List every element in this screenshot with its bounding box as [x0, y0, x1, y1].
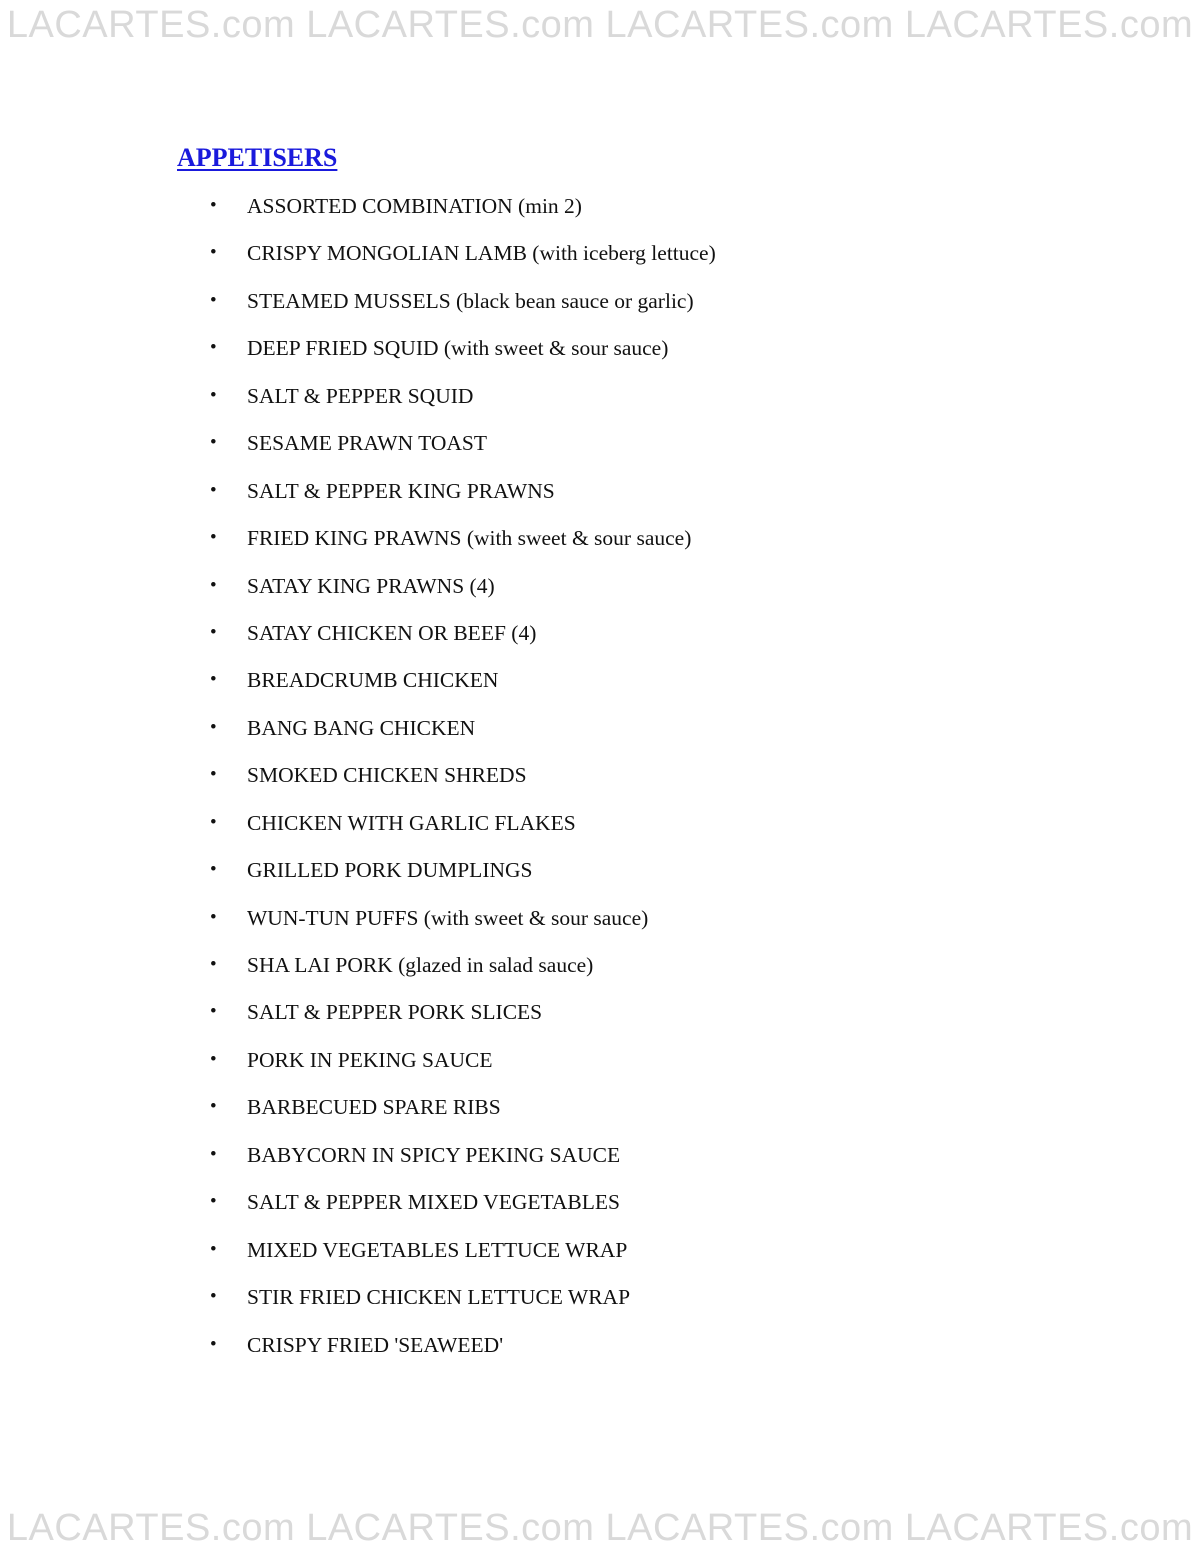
section-title: APPETISERS [177, 143, 338, 172]
menu-item-label: SALT & PEPPER KING PRAWNS [247, 478, 555, 503]
menu-item-label: CRISPY MONGOLIAN LAMB (with iceberg lettuce) [247, 241, 716, 266]
bullet-icon: • [210, 1191, 217, 1213]
menu-item-label: FRIED KING PRAWNS (with sweet & sour sauce) [247, 526, 692, 551]
menu-section-appetisers [177, 140, 1077, 1357]
bullet-icon: • [210, 384, 217, 406]
bullet-icon: • [210, 527, 217, 549]
menu-item-label: SESAME PRAWN TOAST [247, 431, 487, 456]
bullet-icon: • [210, 1096, 217, 1118]
menu-item-label: CHICKEN WITH GARLIC FLAKES [247, 810, 576, 835]
menu-item-label: SALT & PEPPER PORK SLICES [247, 1000, 543, 1025]
bullet-icon: • [210, 337, 217, 359]
menu-item-label: BABYCORN IN SPICY PEKING SAUCE [247, 1142, 621, 1167]
watermark-top: LACARTES.com LACARTES.com LACARTES.com LACARTES.com [6, 4, 1194, 46]
bullet-icon: • [210, 669, 217, 691]
menu-item-label: DEEP FRIED SQUID (with sweet & sour sauce) [247, 336, 669, 361]
bullet-icon: • [210, 621, 217, 643]
bullet-icon: • [210, 1238, 217, 1260]
bullet-icon: • [210, 1143, 217, 1165]
bullet-icon: • [210, 954, 217, 975]
bullet-icon: • [210, 1048, 217, 1070]
bullet-icon: • [210, 811, 217, 833]
menu-item-label: SATAY CHICKEN OR BEEF (4) [247, 620, 537, 645]
bullet-icon: • [210, 242, 217, 264]
bullet-icon: • [210, 289, 217, 311]
bullet-icon: • [210, 764, 217, 786]
bullet-icon: • [210, 859, 217, 881]
menu-item-label: STEAMED MUSSELS (black bean sauce or garlic) [247, 288, 694, 313]
menu-item-label: BARBECUED SPARE RIBS [247, 1095, 501, 1120]
menu-item-label: STIR FRIED CHICKEN LETTUCE WRAP [247, 1285, 631, 1310]
bullet-icon: • [210, 716, 217, 738]
bullet-icon: • [210, 1333, 217, 1355]
menu-item-label: CRISPY FRIED 'SEAWEED' [247, 1332, 504, 1357]
bullet-icon: • [210, 1001, 217, 1023]
menu-item-label: MIXED VEGETABLES LETTUCE WRAP [247, 1237, 628, 1262]
menu-item-label: BANG BANG CHICKEN [247, 715, 476, 740]
menu-item-label: WUN-TUN PUFFS (with sweet & sour sauce) [247, 905, 649, 930]
menu-item-label: PORK IN PEKING SAUCE [247, 1047, 493, 1072]
menu-item-label: SMOKED CHICKEN SHREDS [247, 763, 527, 788]
bullet-icon: • [210, 195, 217, 216]
menu-item-label: SATAY KING PRAWNS (4) [247, 573, 495, 598]
menu-item-label: ASSORTED COMBINATION (min 2) [247, 194, 582, 218]
menu-item-label: BREADCRUMB CHICKEN [247, 668, 499, 693]
bullet-icon: • [210, 906, 217, 928]
menu-item-label: SALT & PEPPER MIXED VEGETABLES [247, 1190, 620, 1215]
menu-item-label: SHA LAI PORK (glazed in salad sauce) [247, 953, 594, 977]
bullet-icon: • [210, 432, 217, 454]
menu-item-label: GRILLED PORK DUMPLINGS [247, 858, 533, 883]
bullet-icon: • [210, 479, 217, 501]
watermark-bottom: LACARTES.com LACARTES.com LACARTES.com LACARTES.com [6, 1507, 1194, 1549]
bullet-icon: • [210, 574, 217, 596]
bullet-icon: • [210, 1286, 217, 1308]
menu-item-label: SALT & PEPPER SQUID [247, 383, 474, 408]
